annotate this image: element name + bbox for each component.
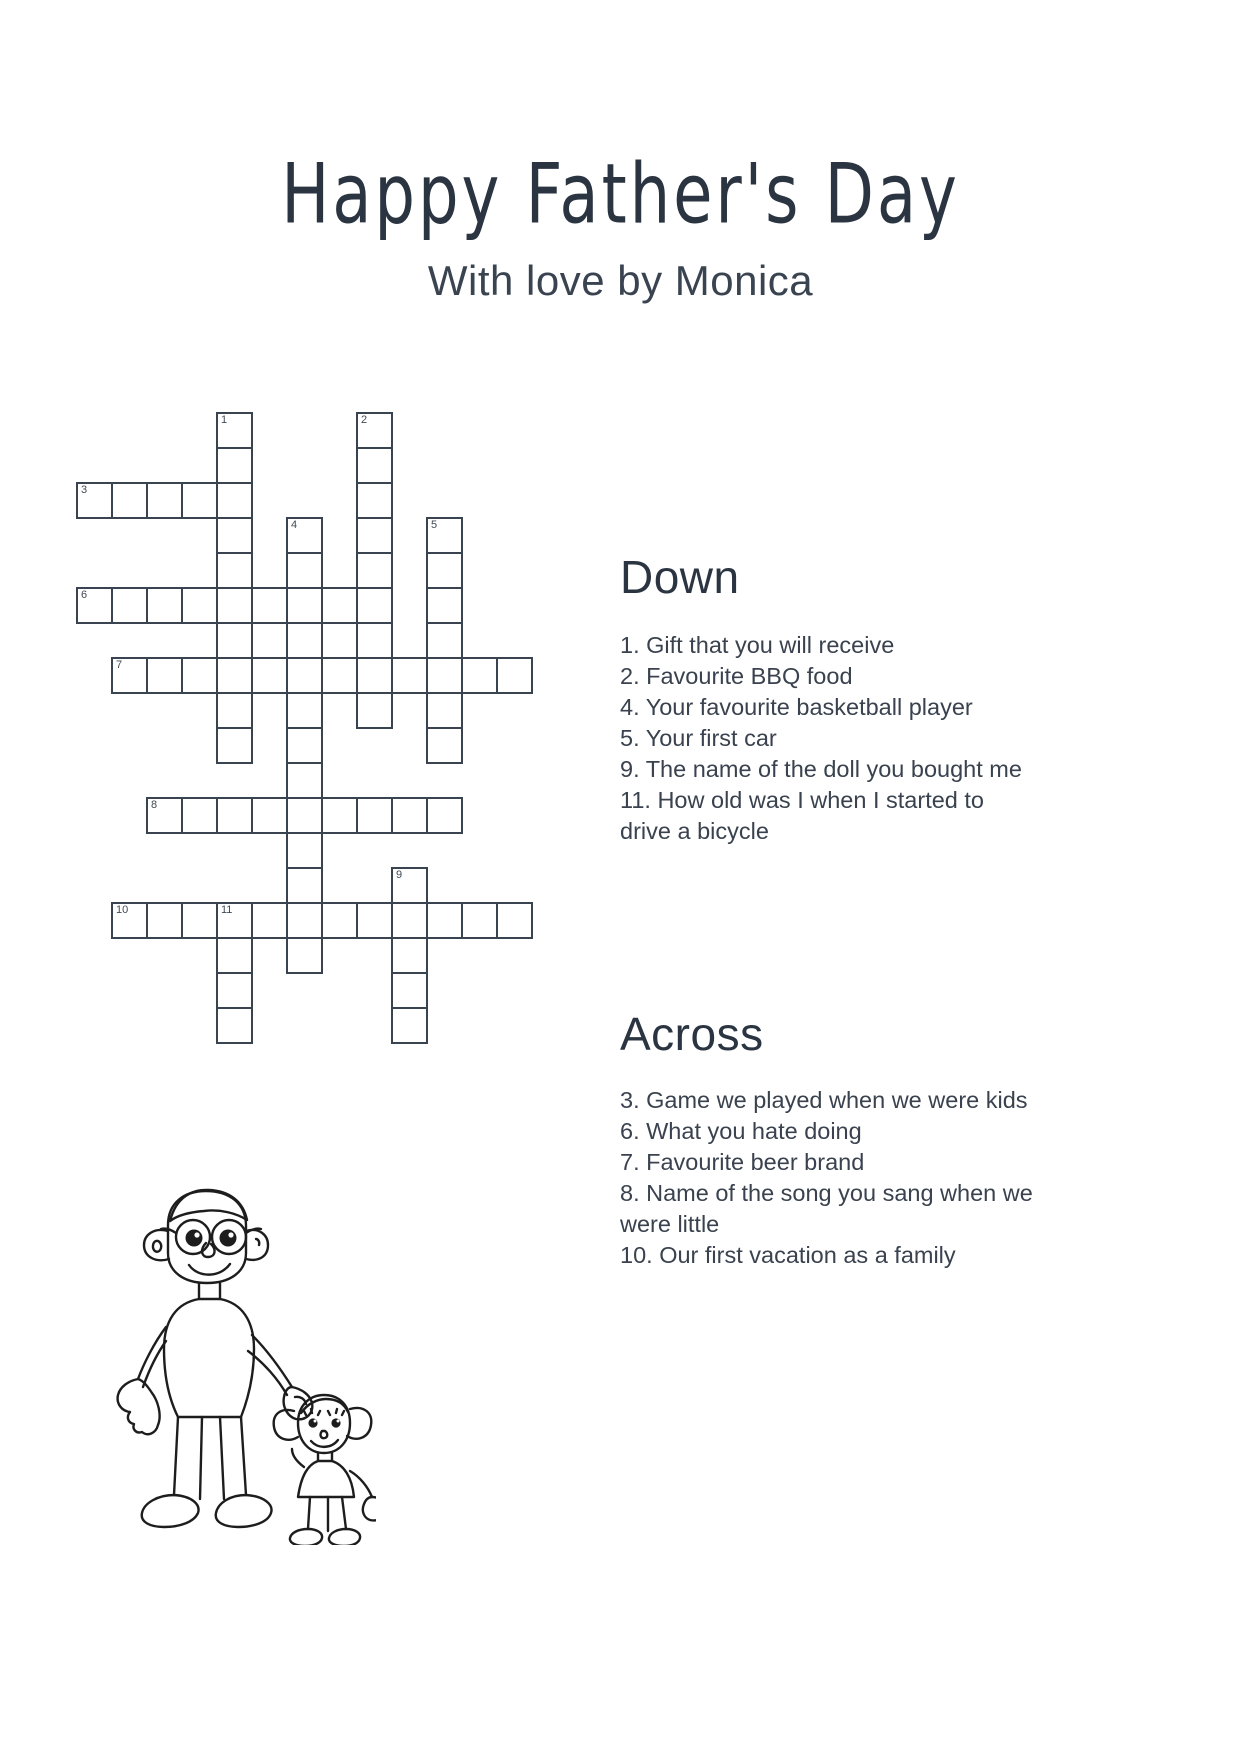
crossword-cell[interactable] [426,797,463,834]
crossword-cell-numbered-4[interactable] [286,517,323,554]
crossword-cell[interactable] [251,657,288,694]
crossword-cell[interactable] [391,972,428,1009]
crossword-cell[interactable] [391,902,428,939]
crossword-cell[interactable] [181,797,218,834]
crossword-cell[interactable] [286,692,323,729]
down-clue-item: 9. The name of the doll you bought me [620,756,1022,782]
crossword-cell[interactable] [216,447,253,484]
crossword-cell[interactable] [356,797,393,834]
crossword-cell-numbered-3[interactable] [76,482,113,519]
crossword-cell[interactable] [286,867,323,904]
crossword-cell[interactable] [426,692,463,729]
crossword-cell[interactable] [146,482,183,519]
crossword-cell[interactable] [286,587,323,624]
crossword-cell[interactable] [496,657,533,694]
crossword-cell[interactable] [286,657,323,694]
down-clue-item: 1. Gift that you will receive [620,632,895,658]
crossword-cell[interactable] [321,902,358,939]
cell-number: 9 [396,869,403,881]
crossword-grid[interactable] [76,412,576,1092]
crossword-cell[interactable] [216,482,253,519]
crossword-cell[interactable] [356,587,393,624]
across-clue-item: 7. Favourite beer brand [620,1149,865,1175]
clues-panel [620,550,1040,1271]
father-and-daughter-illustration [96,1165,376,1545]
crossword-cell[interactable] [321,587,358,624]
crossword-cell[interactable] [286,832,323,869]
crossword-cell[interactable] [111,587,148,624]
page-title: Happy Father's Day [281,146,960,243]
crossword-cell[interactable] [216,797,253,834]
crossword-cell-numbered-7[interactable] [111,657,148,694]
crossword-cell[interactable] [356,482,393,519]
cell-number: 7 [116,659,123,671]
crossword-cell[interactable] [216,587,253,624]
crossword-cell-numbered-10[interactable] [111,902,148,939]
crossword-cell[interactable] [181,902,218,939]
crossword-cell-numbered-8[interactable] [146,797,183,834]
across-clue-list [620,1085,1040,1271]
down-clue-item: 2. Favourite BBQ food [620,663,853,689]
crossword-cell-numbered-11[interactable] [216,902,253,939]
crossword-cell[interactable] [111,482,148,519]
cell-number: 5 [431,519,438,531]
crossword-cell-numbered-6[interactable] [76,587,113,624]
crossword-cell[interactable] [461,657,498,694]
crossword-cell[interactable] [181,657,218,694]
crossword-cell[interactable] [356,552,393,589]
crossword-cell[interactable] [216,517,253,554]
cell-number: 10 [116,904,129,916]
crossword-cell[interactable] [216,552,253,589]
crossword-cell[interactable] [286,797,323,834]
crossword-cell[interactable] [391,937,428,974]
across-clue-item: 3. Game we played when we were kids [620,1087,1028,1113]
crossword-cell[interactable] [426,622,463,659]
down-clue-item: 4. Your favourite basketball player [620,694,973,720]
crossword-cell-numbered-9[interactable] [391,867,428,904]
crossword-cell[interactable] [251,797,288,834]
crossword-cell[interactable] [496,902,533,939]
crossword-cell[interactable] [216,937,253,974]
cell-number: 3 [81,484,88,496]
crossword-cell[interactable] [251,902,288,939]
crossword-cell[interactable] [356,517,393,554]
crossword-cell[interactable] [391,1007,428,1044]
across-clue-item: 8. Name of the song you sang when we were little [620,1180,1033,1237]
cell-number: 11 [221,904,233,916]
crossword-cell[interactable] [216,692,253,729]
crossword-cell[interactable] [146,657,183,694]
crossword-cell[interactable] [356,447,393,484]
cell-number: 4 [291,519,298,531]
crossword-cell[interactable] [216,622,253,659]
crossword-cell[interactable] [146,587,183,624]
crossword-cell[interactable] [286,622,323,659]
cell-number: 6 [81,589,88,601]
crossword-cell[interactable] [391,657,428,694]
crossword-cell[interactable] [286,762,323,799]
down-heading: Down [620,551,740,603]
crossword-cell-numbered-1[interactable] [216,412,253,449]
crossword-cell[interactable] [426,657,463,694]
crossword-cell[interactable] [251,587,288,624]
crossword-cell[interactable] [216,972,253,1009]
crossword-cell-numbered-5[interactable] [426,517,463,554]
crossword-cell-numbered-2[interactable] [356,412,393,449]
down-clues-block [620,550,1040,847]
crossword-cell[interactable] [321,797,358,834]
across-clue-item: 10. Our first vacation as a family [620,1242,956,1268]
crossword-cell[interactable] [146,902,183,939]
crossword-cell[interactable] [286,727,323,764]
crossword-cell[interactable] [216,657,253,694]
crossword-cell[interactable] [356,902,393,939]
crossword-cell[interactable] [426,587,463,624]
crossword-cell[interactable] [356,657,393,694]
crossword-cell[interactable] [356,692,393,729]
down-clue-item: 5. Your first car [620,725,777,751]
page-header [0,0,1241,305]
crossword-cell[interactable] [356,622,393,659]
crossword-cell[interactable] [426,552,463,589]
cell-number: 2 [361,414,368,426]
crossword-cell[interactable] [286,937,323,974]
crossword-cell[interactable] [321,657,358,694]
crossword-cell[interactable] [391,797,428,834]
crossword-cell[interactable] [181,587,218,624]
page-subtitle: With love by Monica [427,256,814,304]
cell-number: 1 [221,414,228,426]
crossword-cell[interactable] [461,902,498,939]
crossword-cell[interactable] [216,1007,253,1044]
crossword-cell[interactable] [426,727,463,764]
down-clue-item: 11. How old was I when I started to drive a bicycle [620,787,984,844]
crossword-cell[interactable] [216,727,253,764]
crossword-cell[interactable] [426,902,463,939]
crossword-cell[interactable] [286,902,323,939]
crossword-cell[interactable] [286,552,323,589]
across-clues-block [620,1007,1040,1271]
crossword-cell[interactable] [181,482,218,519]
across-heading: Across [620,1008,764,1060]
cell-number: 8 [151,799,158,811]
down-clue-list [620,630,1040,847]
across-clue-item: 6. What you hate doing [620,1118,862,1144]
